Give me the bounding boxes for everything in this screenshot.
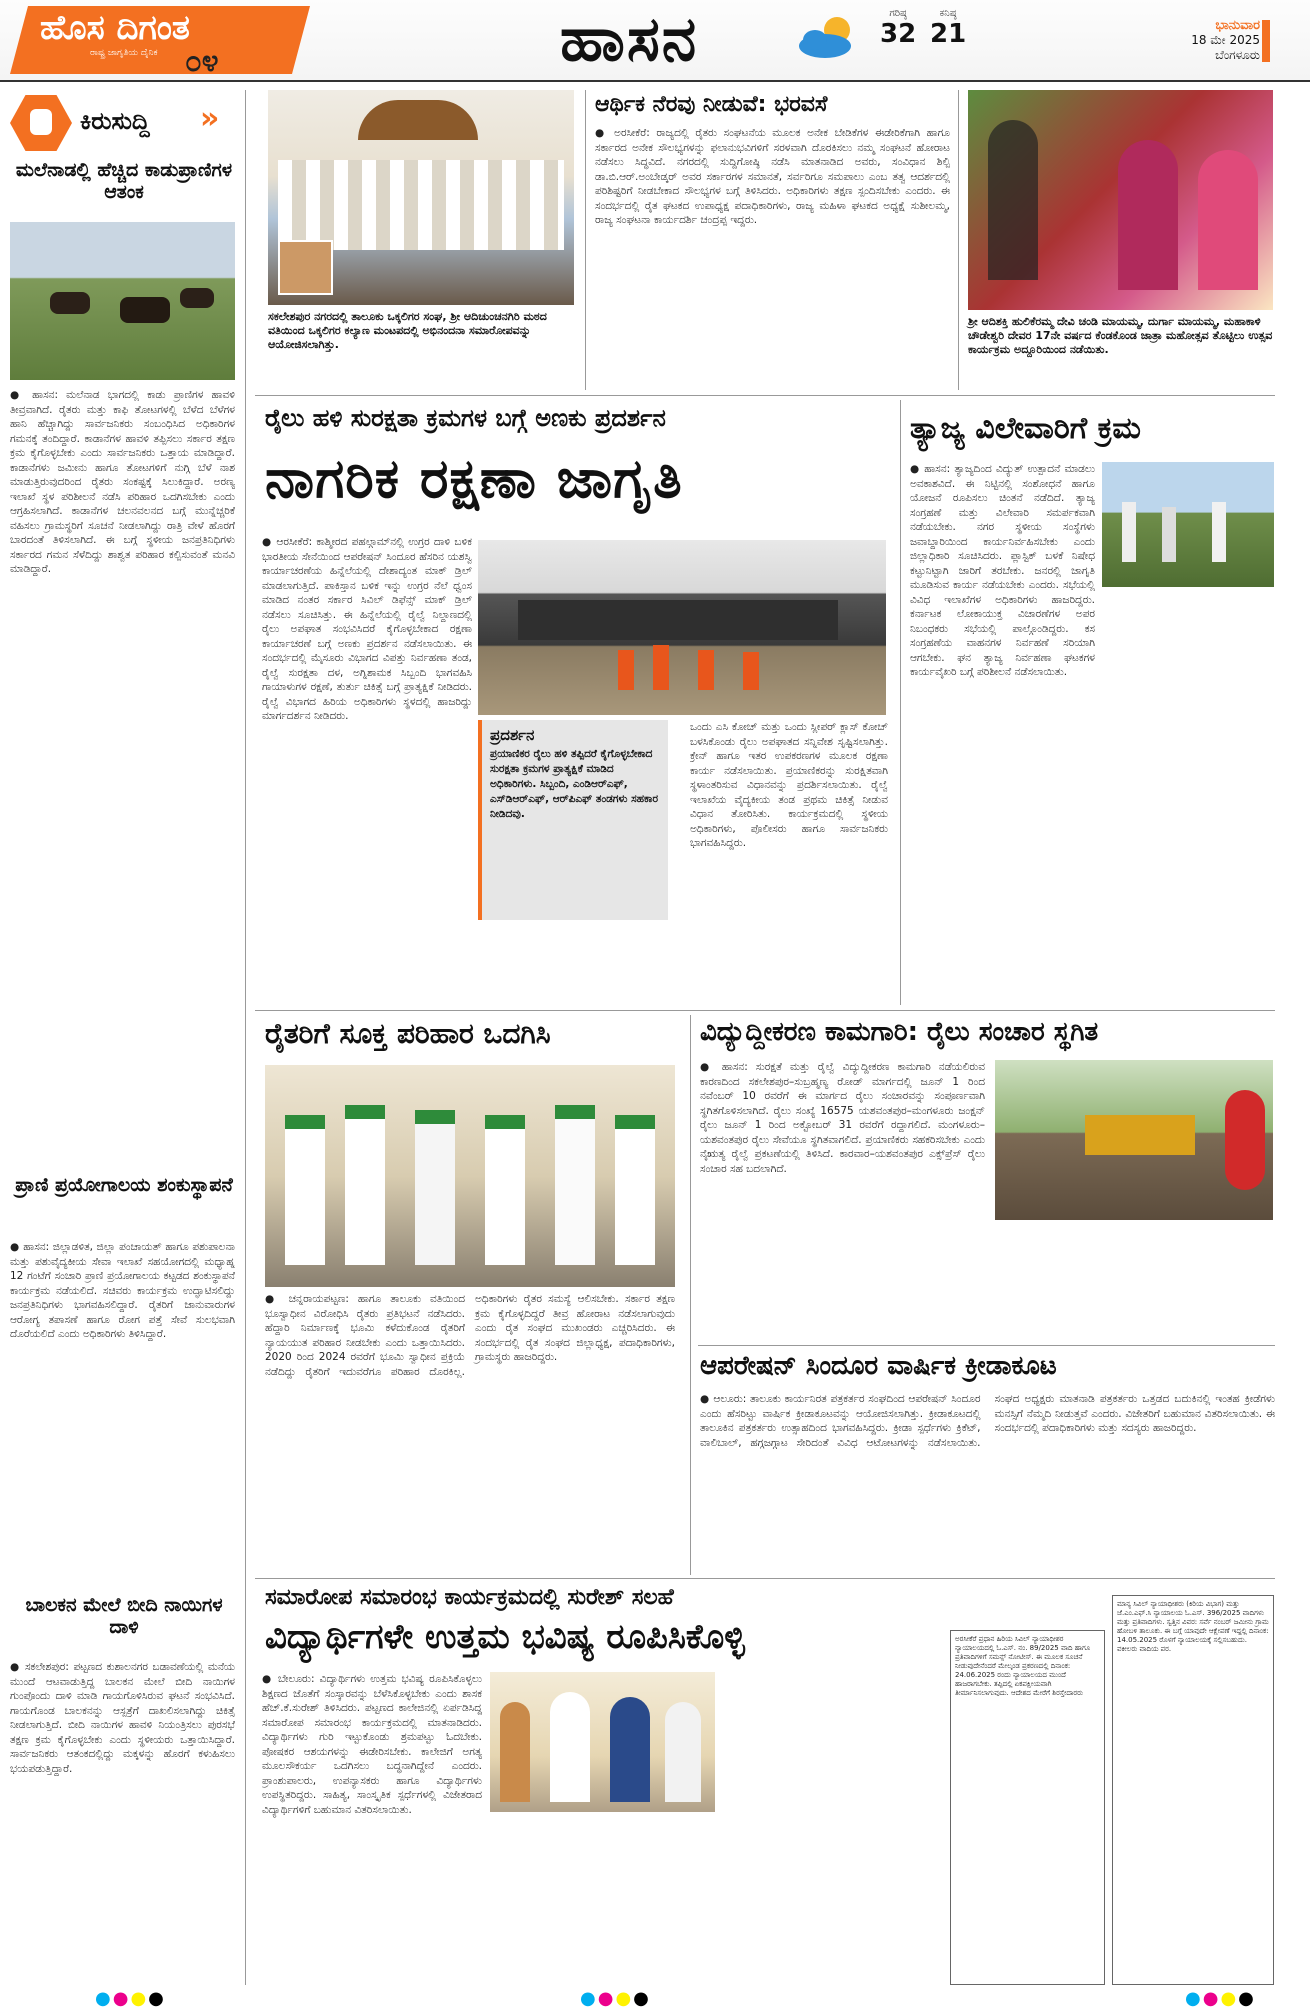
section-divider xyxy=(698,1345,1275,1346)
registration-marks: ●●●● xyxy=(580,1988,651,2008)
waste-photo xyxy=(1102,462,1274,587)
brief-3-headline: ಬಾಲಕನ ಮೇಲೆ ಬೀದಿ ನಾಯಿಗಳ ದಾಳಿ xyxy=(25,1594,223,1638)
electrification-headline: ವಿದ್ಯುದ್ದೀಕರಣ ಕಾಮಗಾರಿ: ರೈಲು ಸಂಚಾರ ಸ್ಥಗಿತ xyxy=(700,1017,1099,1047)
bison-photo xyxy=(10,222,235,380)
felicitation-photo xyxy=(268,90,574,305)
sindoor-headline: ಆಪರೇಷನ್ ಸಿಂದೂರ ವಾರ್ಷಿಕ ಕ್ರೀಡಾಕೂಟ xyxy=(700,1351,1057,1381)
aid-headline: ಆರ್ಥಿಕ ನೆರವು ನೀಡುವೆ: ಭರವಸೆ xyxy=(595,92,828,117)
waste-headline: ತ್ಯಾಜ್ಯ ವಿಲೇವಾರಿಗೆ ಕ್ರಮ xyxy=(910,411,1141,446)
column-divider xyxy=(958,90,959,390)
demo-box xyxy=(478,720,668,920)
registration-marks: ●●●● xyxy=(95,1988,166,2008)
weekday: ಭಾನುವಾರ xyxy=(1215,18,1260,33)
max-temp-block xyxy=(880,8,916,49)
lead-body-2: ಒಂದು ಎಸಿ ಕೋಚ್ ಮತ್ತು ಒಂದು ಸ್ಲೀಪರ್ ಕ್ಲಾಸ್ ಕೋಚ್ ಬಳಸಿಕೊಂಡು ರೈಲು ಅಪಘಾತದ ಸನ್ನಿವೇಶ ಸೃಷ್ಟಿಸಲಾಗಿತ್ತು. ಕ್ರೇನ್ ಹಾಗೂ ಇತರ ಉಪಕರಣಗಳ ಮೂಲಕ ರಕ್ಷಣಾ ಕಾರ್ಯ ನಡೆಸಲಾಯಿತು. ಪ್ರಯಾಣಿಕರನ್ನು ಸುರಕ್ಷಿತವಾಗಿ ಸ್ಥಳಾಂತರಿಸುವ ವಿಧಾನವನ್ನು ಪ್ರದರ್ಶಿಸಲಾಯಿತು. ರೈಲ್ವೆ ಇಲಾಖೆಯ ವೈದ್ಯಕೀಯ ತಂಡ ಪ್ರಥಮ ಚಿಕಿತ್ಸೆ ನೀಡುವ ವಿಧಾನ ತೋರಿಸಿತು. ಕಾರ್ಯಕ್ರಮದಲ್ಲಿ ಸ್ಥಳೀಯ ಅಧಿಕಾರಿಗಳು, ಪೊಲೀಸರು ಹಾಗೂ ಸಾರ್ವಜನಿಕರು ಭಾಗವಹಿಸಿದ್ದರು. xyxy=(690,721,888,849)
court-notice-1: ಅರಸೀಕೆರೆ ಪ್ರಧಾನ ಹಿರಿಯ ಸಿವಿಲ್ ನ್ಯಾಯಾಧೀಶರ ನ್ಯಾಯಾಲಯದಲ್ಲಿ ಓ.ಎಸ್. ನಂ. 89/2025 ವಾದಿ ಹಾಗೂ ಪ್ರತಿವಾದಿಗಳಿಗೆ ಸಮನ್ಸ್ ನೋಟೀಸ್. ಈ ಮೂಲಕ ಸೂಚನೆ ನೀಡುವುದೇನೆಂದರೆ ಮೇಲ್ಕಂಡ ಪ್ರಕರಣದಲ್ಲಿ ದಿನಾಂಕ: 24.06.2025 ರಂದು ನ್ಯಾಯಾಲಯದ ಮುಂದೆ ಹಾಜರಾಗಬೇಕು. ತಪ್ಪಿದಲ್ಲಿ ಏಕಪಕ್ಷೀಯವಾಗಿ ತೀರ್ಮಾನಿಸಲಾಗುವುದು. ಆದೇಶದ ಮೇರೆಗೆ ಶಿರಸ್ತೇದಾರರು xyxy=(950,1630,1105,1985)
students-body-cont-2 xyxy=(720,1672,935,1987)
issue-date: 18 ಮೇ 2025 xyxy=(1191,33,1260,47)
waste-body-cont xyxy=(1102,592,1274,1002)
column-divider xyxy=(690,1015,691,1575)
column-divider xyxy=(900,400,901,1005)
farmers-headline: ರೈತರಿಗೆ ಸೂಕ್ತ ಪರಿಹಾರ ಒದಗಿಸಿ xyxy=(265,1017,551,1050)
electrification-body: ● ಹಾಸನ: ಸುರಕ್ಷತೆ ಮತ್ತು ರೈಲ್ವೆ ವಿದ್ಯುದ್ದೀಕರಣ ಕಾಮಗಾರಿ ನಡೆಯಲಿರುವ ಕಾರಣದಿಂದ ಸಕಲೇಶಪುರ–ಸುಬ್ರಹ್ಮಣ್ಯ ರೋಡ್ ಮಾರ್ಗದಲ್ಲಿ ಜೂನ್ 1 ರಿಂದ ನವೆಂಬರ್ 10 ರವರೆಗೆ ಈ ಮಾರ್ಗದ ರೈಲು ಸಂಚಾರವನ್ನು ಸಂಪೂರ್ಣವಾಗಿ ಸ್ಥಗಿತಗೊಳಿಸಲಾಗಿದೆ. ರೈಲು ಸಂಖ್ಯೆ 16575 ಯಶವಂತಪುರ–ಮಂಗಳೂರು ಜಂಕ್ಷನ್ ರೈಲು ಜೂನ್ 1 ರಿಂದ ಅಕ್ಟೋಬರ್ 31 ರವರೆಗೆ ರದ್ದಾಗಲಿದೆ. ಮಂಗಳೂರು–ಯಶವಂತಪುರ ರೈಲು ಸೇವೆಯೂ ಸ್ಥಗಿತವಾಗಲಿದೆ. ಪ್ರಯಾಣಿಕರು ಸಹಕರಿಸಬೇಕು ಎಂದು ನೈಋತ್ಯ ರೈಲ್ವೆ ಪ್ರಕಟಣೆಯಲ್ಲಿ ತಿಳಿಸಿದೆ. ಕಾರವಾರ–ಯಶವಂತಪುರ ಎಕ್ಸ್‌ಪ್ರೆಸ್ ರೈಲು ಸಂಚಾರ ಸಹ ಬದಲಾಗಿದೆ. xyxy=(700,1061,985,1175)
farmers-protest-photo xyxy=(265,1065,675,1287)
photo-caption-1: ಸಕಲೇಶಪುರ ನಗರದಲ್ಲಿ ತಾಲೂಕು ಒಕ್ಕಲಿಗರ ಸಂಘ, ಶ್ರೀ ಆದಿಚುಂಚನಗಿರಿ ಮಠದ ವತಿಯಿಂದ ಒಕ್ಕಲಿಗರ ಕಲ್ಯಾಣ ಮಂಟಪದಲ್ಲಿ ಅಭಿನಂದನಾ ಸಮಾರೋಪವನ್ನು ಆಯೋಜಿಸಲಾಗಿತ್ತು. xyxy=(268,310,547,351)
edition-city: ಹಾಸನ xyxy=(560,2,699,75)
students-kicker: ಸಮಾರೋಪ ಸಮಾರಂಭ ಕಾರ್ಯಕ್ರಮದಲ್ಲಿ ಸುರೇಶ್ ಸಲಹೆ xyxy=(265,1585,674,1610)
page-number: ೦೪ xyxy=(185,44,219,79)
electrification-body-cont xyxy=(995,1225,1273,1340)
photo-caption-3: ಶ್ರೀ ಆದಿಶಕ್ತಿ ಹುಲಿಕೆರಮ್ಮ ದೇವಿ ಚಂಡಿ ಮಾಯಮ್ಮ, ದುರ್ಗಾ ಮಾಯಮ್ಮ, ಮಹಾಕಾಳಿ ಚೌಡೇಶ್ವರಿ ದೇವರ 17ನೇ ವರ್ಷದ ಕೆಂಡಕೊಂಡ ಜಾತ್ರಾ ಮಹೋತ್ಸವ ತೊಟ್ಟಿಲು ಉತ್ಸವ ಕಾರ್ಯಕ್ರಮ ಅದ್ದೂರಿಯಿಂದ ನಡೆಯಿತು. xyxy=(968,315,1273,356)
court-notice-2: ಮಾನ್ಯ ಸಿವಿಲ್ ನ್ಯಾಯಾಧೀಶರು (ಕಿರಿಯ ವಿಭಾಗ) ಮತ್ತು ಜೆ.ಎಂ.ಎಫ್.ಸಿ ನ್ಯಾಯಾಲಯ ಓ.ಎಸ್. 396/2025 ವಾದಿಗಳು ಮತ್ತು ಪ್ರತಿವಾದಿಗಳು. ಸ್ವತ್ತಿನ ವಿವರ: ಸರ್ವೆ ನಂಬರ್ ಜಮೀನು ಗ್ರಾಮ ಹೋಬಳಿ ತಾಲೂಕು. ಈ ಬಗ್ಗೆ ಯಾವುದೇ ಆಕ್ಷೇಪಣೆ ಇದ್ದಲ್ಲಿ ದಿನಾಂಕ: 14.05.2025 ರೊಳಗೆ ನ್ಯಾಯಾಲಯಕ್ಕೆ ಸಲ್ಲಿಸಬಹುದು. ವಕೀಲರು ವಾದಿಯ ಪರ. xyxy=(1112,1595,1274,1985)
hand-icon xyxy=(10,95,72,151)
date-block xyxy=(1140,18,1260,63)
registration-marks: ●●●● xyxy=(1185,1988,1256,2008)
lead-body-1: ● ಆರಸೀಕೆರೆ: ಕಾಶ್ಮೀರದ ಪಹಲ್ಗಾಮ್‌ನಲ್ಲಿ ಉಗ್ರರ ದಾಳಿ ಬಳಿಕ ಭಾರತೀಯ ಸೇನೆಯಿಂದ ಆಪರೇಷನ್ ಸಿಂದೂರ ಹೆಸರಿನ ಯಶಸ್ವಿ ಕಾರ್ಯಾಚರಣೆಯ ಹಿನ್ನೆಲೆಯಲ್ಲಿ ದೇಶಾದ್ಯಂತ ಮಾಕ್ ಡ್ರಿಲ್ ಮಾಡಲಾಗುತ್ತಿದೆ. ಪಾಕಿಸ್ತಾನ ಬಳಿಕ ಇನ್ನು ಉಗ್ರರ ನೆಲೆ ಧ್ವಂಸ ಮಾಡಿದ ನಂತರ ಸರ್ಕಾರ ಸಿವಿಲ್ ಡಿಫೆನ್ಸ್ ಮಾಕ್ ಡ್ರಿಲ್ ನಡೆಸಲು ಸೂಚಿಸಿತ್ತು. ಈ ಹಿನ್ನೆಲೆಯಲ್ಲಿ ರೈಲ್ವೆ ನಿಲ್ದಾಣದಲ್ಲಿ ರೈಲು ಅಪಘಾತ ಸಂಭವಿಸಿದರೆ ಕೈಗೊಳ್ಳಬೇಕಾದ ರಕ್ಷಣಾ ಕಾರ್ಯಾಚರಣೆ ಬಗ್ಗೆ ಅಣಕು ಪ್ರದರ್ಶನ ನಡೆಸಲಾಯಿತು. ಈ ಸಂದರ್ಭದಲ್ಲಿ ಮೈಸೂರು ವಿಭಾಗದ ವಿಪತ್ತು ನಿರ್ವಹಣಾ ತಂಡ, ರೈಲ್ವೆ ಸುರಕ್ಷತಾ ದಳ, ಅಗ್ನಿಶಾಮಕ ಸಿಬ್ಬಂದಿ ಭಾಗವಹಿಸಿ ಗಾಯಾಳುಗಳ ರಕ್ಷಣೆ, ತುರ್ತು ಚಿಕಿತ್ಸೆ ಬಗ್ಗೆ ಪ್ರಾತ್ಯಕ್ಷಿಕೆ ನೀಡಿದರು. ರೈಲ್ವೆ ವಿಭಾಗದ ಹಿರಿಯ ಅಧಿಕಾರಿಗಳು ಸ್ಥಳದಲ್ಲಿ ಹಾಜರಿದ್ದು ಮಾರ್ಗದರ್ಶನ ನೀಡಿದರು. xyxy=(262,536,472,722)
kirusuddi-label: ಕಿರುಸುದ್ದಿ xyxy=(80,107,150,135)
brief-1-body: ● ಹಾಸನ: ಮಲೆನಾಡ ಭಾಗದಲ್ಲಿ ಕಾಡು ಪ್ರಾಣಿಗಳ ಹಾವಳಿ ತೀವ್ರವಾಗಿದೆ. ರೈತರು ಮತ್ತು ಕಾಫಿ ತೋಟಗಳಲ್ಲಿ ಬೆಳೆದ ಬೆಳೆಗಳ ಹಾನಿ ಹೆಚ್ಚಾಗಿದ್ದು ಸಾರ್ವಜನಿಕರು ಸಂಬಂಧಿಸಿದ ಅಧಿಕಾರಿಗಳ ಗಮನಕ್ಕೆ ತಂದಿದ್ದಾರೆ. ಕಾಡಾನೆಗಳ ಹಾವಳಿ ತಪ್ಪಿಸಲು ಸರ್ಕಾರ ತಕ್ಷಣ ಕ್ರಮ ಕೈಗೊಳ್ಳಬೇಕು ಎಂದು ಸಾರ್ವಜನಿಕರು ಒತ್ತಾಯ ಮಾಡಿದ್ದಾರೆ. ಕಾಡಾನೆಗಳು ಜಮೀನು ಹಾಗೂ ತೋಟಗಳಿಗೆ ನುಗ್ಗಿ ಬೆಳೆ ನಾಶ ಮಾಡುತ್ತಿರುವುದರಿಂದ ರೈತರು ಸಂಕಷ್ಟಕ್ಕೆ ಸಿಲುಕಿದ್ದಾರೆ. ಅರಣ್ಯ ಇಲಾಖೆ ಸ್ಥಳ ಪರಿಶೀಲನೆ ನಡೆಸಿ ಪರಿಹಾರ ಒದಗಿಸಬೇಕು ಎಂದು ಆಗ್ರಹಿಸಲಾಗಿದೆ. ಕಾಡಾನೆಗಳ ಚಲನವಲನದ ಬಗ್ಗೆ ಮುನ್ನೆಚ್ಚರಿಕೆ ವಹಿಸಲು ಗ್ರಾಮಸ್ಥರಿಗೆ ಸೂಚನೆ ನೀಡಲಾಗಿದ್ದು ರಾತ್ರಿ ವೇಳೆ ಹೊರಗೆ ಬಾರದಂತೆ ತಿಳಿಸಲಾಗಿದೆ. ಈ ಬಗ್ಗೆ ಸ್ಥಳೀಯ ಜನಪ್ರತಿನಿಧಿಗಳು ಸರ್ಕಾರದ ಗಮನ ಸೆಳೆದಿದ್ದು ಶಾಶ್ವತ ಪರಿಹಾರ ಕಲ್ಪಿಸುವಂತೆ ಮನವಿ ಮಾಡಿದ್ದಾರೆ. xyxy=(10,389,235,575)
min-temp: 21 xyxy=(930,19,967,49)
section-divider xyxy=(255,1010,1275,1011)
lead-kicker: ರೈಲು ಹಳಿ ಸುರಕ್ಷತಾ ಕ್ರಮಗಳ ಬಗ್ಗೆ ಅಣಕು ಪ್ರದರ್ಶನ xyxy=(265,404,666,432)
section-divider xyxy=(255,1578,1275,1579)
publication-place: ಬೆಂಗಳೂರು xyxy=(1215,48,1260,62)
students-headline: ವಿದ್ಯಾರ್ಥಿಗಳೇ ಉತ್ತಮ ಭವಿಷ್ಯ ರೂಪಿಸಿಕೊಳ್ಳಿ xyxy=(265,1617,745,1657)
waste-body: ● ಹಾಸನ: ತ್ಯಾಜ್ಯದಿಂದ ವಿದ್ಯುತ್ ಉತ್ಪಾದನೆ ಮಾಡಲು ಅವಕಾಶವಿದೆ. ಈ ನಿಟ್ಟಿನಲ್ಲಿ ಸಂಶೋಧನೆ ಹಾಗೂ ಯೋಜನೆ ರೂಪಿಸಲು ಚಿಂತನೆ ನಡೆದಿದೆ. ತ್ಯಾಜ್ಯ ಸಂಗ್ರಹಣೆ ಮತ್ತು ವಿಲೇವಾರಿ ಸಮರ್ಪಕವಾಗಿ ನಡೆಯಬೇಕು. ನಗರ ಸ್ಥಳೀಯ ಸಂಸ್ಥೆಗಳು ಜವಾಬ್ದಾರಿಯಿಂದ ಕಾರ್ಯನಿರ್ವಹಿಸಬೇಕು ಎಂದು ಜಿಲ್ಲಾಧಿಕಾರಿ ಸೂಚಿಸಿದರು. ಪ್ಲಾಸ್ಟಿಕ್ ಬಳಕೆ ನಿಷೇಧ ಕಟ್ಟುನಿಟ್ಟಾಗಿ ಜಾರಿಗೆ ತರಬೇಕು. ಜನರಲ್ಲಿ ಜಾಗೃತಿ ಮೂಡಿಸುವ ಕಾರ್ಯ ನಡೆಯಬೇಕು ಎಂದರು. ಸಭೆಯಲ್ಲಿ ವಿವಿಧ ಇಲಾಖೆಗಳ ಅಧಿಕಾರಿಗಳು ಹಾಜರಿದ್ದರು. ಕರ್ನಾಟಕ ಲೋಕಾಯುಕ್ತ ವಿಚಾರಣೆಗಳ ಅಪರ ನಿಬಂಧಕರು ಸಭೆಯಲ್ಲಿ ಪಾಲ್ಗೊಂಡಿದ್ದರು. ಕಸ ಸಂಗ್ರಹಣೆಯ ವಾಹನಗಳ ನಿರ್ವಹಣೆ ಸರಿಯಾಗಿ ಆಗಬೇಕು. ಘನ ತ್ಯಾಜ್ಯ ನಿರ್ವಹಣಾ ಘಟಕಗಳ ಕಾರ್ಯವೈಖರಿ ಬಗ್ಗೆ ಪರಿಶೀಲನೆ ನಡೆಸಲಾಯಿತು. xyxy=(910,463,1095,678)
students-event-photo xyxy=(490,1672,715,1812)
brief-1-headline: ಮಲೆನಾಡಲ್ಲಿ ಹೆಚ್ಚಿದ ಕಾಡುಪ್ರಾಣಿಗಳ ಆತಂಕ xyxy=(15,159,233,203)
brief-2-body: ● ಹಾಸನ: ಜಿಲ್ಲಾಡಳಿತ, ಜಿಲ್ಲಾ ಪಂಚಾಯತ್ ಹಾಗೂ ಪಶುಪಾಲನಾ ಮತ್ತು ಪಶುವೈದ್ಯಕೀಯ ಸೇವಾ ಇಲಾಖೆ ಸಹಯೋಗದಲ್ಲಿ ಮಧ್ಯಾಹ್ನ 12 ಗಂಟೆಗೆ ಸಂಚಾರಿ ಪ್ರಾಣಿ ಪ್ರಯೋಗಾಲಯ ಕಟ್ಟಡದ ಶಂಕುಸ್ಥಾಪನೆ ಕಾರ್ಯಕ್ರಮ ನಡೆಯಲಿದೆ. ಸಚಿವರು ಕಾರ್ಯಕ್ರಮ ಉದ್ಘಾಟಿಸಲಿದ್ದು ಜನಪ್ರತಿನಿಧಿಗಳು ಭಾಗವಹಿಸಲಿದ್ದಾರೆ. ರೈತರಿಗೆ ಜಾನುವಾರುಗಳ ಆರೋಗ್ಯ ತಪಾಸಣೆ ಹಾಗೂ ರೋಗ ಪತ್ತೆ ಸೇವೆ ಸುಲಭವಾಗಿ ದೊರೆಯಲಿದೆ ಎಂದು ಅಧಿಕಾರಿಗಳು ತಿಳಿಸಿದ್ದಾರೆ. xyxy=(10,1241,235,1340)
festival-photo xyxy=(968,90,1273,310)
max-temp: 32 xyxy=(880,19,917,49)
students-body-cont xyxy=(490,1818,715,1988)
demo-box-body: ಪ್ರಯಾಣಿಕರ ರೈಲು ಹಳಿ ತಪ್ಪಿದರೆ ಕೈಗೊಳ್ಳಬೇಕಾದ ಸುರಕ್ಷತಾ ಕ್ರಮಗಳ ಪ್ರಾತ್ಯಕ್ಷಿಕೆ ಮಾಡಿದ ಅಧಿಕಾರಿಗಳು. ಸಿಬ್ಬಂದಿ, ಎಂಡಿಆರ್‌ಎಫ್, ಎಸ್‌ಡಿಆರ್‌ಎಫ್, ಆರ್‌ಪಿಎಫ್ ತಂಡಗಳು ಸಹಕಾರ ನೀಡಿದವು. xyxy=(490,748,659,820)
lead-headline: ನಾಗರಿಕ ರಕ್ಷಣಾ ಜಾಗೃತಿ xyxy=(265,447,683,510)
demo-box-title: ಪ್ರದರ್ಶನ xyxy=(490,726,535,744)
aid-body: ● ಅರಸೀಕೆರೆ: ರಾಜ್ಯದಲ್ಲಿ ರೈತರು ಸಂಘಟನೆಯ ಮೂಲಕ ಅನೇಕ ಬೇಡಿಕೆಗಳ ಈಡೇರಿಕೆಗಾಗಿ ಹಾಗೂ ಸರ್ಕಾರದ ಅನೇಕ ಸೌಲಭ್ಯಗಳನ್ನು ಫಲಾನುಭವಿಗಳಿಗೆ ಸರಳವಾಗಿ ದೊರಕಿಸಲು ನಮ್ಮ ಸಂಘಟನೆ ಹೋರಾಟ ನಡೆಸಲು ಸಿದ್ಧವಿದೆ. ನಗರದಲ್ಲಿ ಸುದ್ದಿಗೋಷ್ಠಿ ನಡೆಸಿ ಮಾತನಾಡಿದ ಅವರು, ಸಂವಿಧಾನ ಶಿಲ್ಪಿ ಡಾ.ಬಿ.ಆರ್.ಅಂಬೇಡ್ಕರ್ ಅವರ ಸರ್ಕಾರಗಳ ಸಮಾನತೆ, ಸರ್ವರಿಗೂ ಸಮಪಾಲು ಎಂಬ ತತ್ವ ಆದರ್ಶದಲ್ಲಿ ಪರಿಶಿಷ್ಟರಿಗೆ ನೀಡಬೇಕಾದ ಸೌಲಭ್ಯಗಳ ಬಗ್ಗೆ ತಿಳಿಸಿದರು. ಅಧಿಕಾರಿಗಳು ತಕ್ಷಣ ಸ್ಪಂದಿಸಬೇಕು ಎಂದರು. ಈ ಸಂದರ್ಭದಲ್ಲಿ ರೈತ ಘಟಕದ ಉಪಾಧ್ಯಕ್ಷ ಪದಾಧಿಕಾರಿಗಳು, ರಾಜ್ಯ ಮಹಿಳಾ ಘಟಕದ ಅಧ್ಯಕ್ಷೆ ಸುಶೀಲಮ್ಮ, ರಾಜ್ಯ ಸಂಘಟನಾ ಕಾರ್ಯದರ್ಶಿ ಚಂದ್ರಪ್ಪ ಇದ್ದರು. xyxy=(595,127,950,226)
column-divider xyxy=(585,90,586,390)
logo-tagline: ರಾಷ್ಟ್ರ ಜಾಗೃತಿಯ ದೈನಿಕ xyxy=(90,48,158,58)
min-temp-label: ಕನಿಷ್ಠ xyxy=(939,8,957,19)
chevron-right-icon: » xyxy=(200,101,220,136)
railway-work-photo xyxy=(995,1060,1273,1220)
kirusuddi-banner xyxy=(10,95,230,153)
max-temp-label: ಗರಿಷ್ಠ xyxy=(889,8,907,19)
accent-bar xyxy=(1262,20,1270,62)
min-temp-block xyxy=(930,8,966,49)
farmers-body: ● ಚನ್ನರಾಯಪಟ್ಟಣ: ಹಾಗೂ ತಾಲೂಕು ವತಿಯಿಂದ ಭೂಸ್ವಾಧೀನ ವಿರೋಧಿಸಿ ರೈತರು ಪ್ರತಿಭಟನೆ ನಡೆಸಿದರು. ಹೆದ್ದಾರಿ ನಿರ್ಮಾಣಕ್ಕೆ ಭೂಮಿ ಕಳೆದುಕೊಂಡ ರೈತರಿಗೆ ನ್ಯಾಯಯುತ ಪರಿಹಾರ ನೀಡಬೇಕು ಎಂದು ಒತ್ತಾಯಿಸಿದರು. 2020 ರಿಂದ 2024 ರವರೆಗೆ ಭೂಮಿ ಸ್ವಾಧೀನ ಪ್ರಕ್ರಿಯೆ ನಡೆದಿದ್ದು ರೈತರಿಗೆ ಇದುವರೆಗೂ ಪರಿಹಾರ ದೊರಕಿಲ್ಲ. ಅಧಿಕಾರಿಗಳು ರೈತರ ಸಮಸ್ಯೆ ಆಲಿಸಬೇಕು. ಸರ್ಕಾರ ತಕ್ಷಣ ಕ್ರಮ ಕೈಗೊಳ್ಳದಿದ್ದರೆ ತೀವ್ರ ಹೋರಾಟ ನಡೆಸಲಾಗುವುದು ಎಂದು ರೈತ ಸಂಘದ ಮುಖಂಡರು ಎಚ್ಚರಿಸಿದರು. ಈ ಸಂದರ್ಭದಲ್ಲಿ ರೈತ ಸಂಘದ ಜಿಲ್ಲಾಧ್ಯಕ್ಷ, ಪದಾಧಿಕಾರಿಗಳು, ಗ್ರಾಮಸ್ಥರು ಹಾಜರಿದ್ದರು. xyxy=(265,1293,675,1378)
weather-icon xyxy=(795,12,865,62)
students-body: ● ಬೇಲೂರು: ವಿದ್ಯಾರ್ಥಿಗಳು ಉತ್ತಮ ಭವಿಷ್ಯ ರೂಪಿಸಿಕೊಳ್ಳಲು ಶಿಕ್ಷಣದ ಜೊತೆಗೆ ಸಂಸ್ಕಾರವನ್ನು ಬೆಳೆಸಿಕೊಳ್ಳಬೇಕು ಎಂದು ಶಾಸಕ ಹೆಚ್.ಕೆ.ಸುರೇಶ್ ತಿಳಿಸಿದರು. ಪಟ್ಟಣದ ಕಾಲೇಜಿನಲ್ಲಿ ಏರ್ಪಡಿಸಿದ್ದ ಸಮಾರೋಪ ಸಮಾರಂಭ ಕಾರ್ಯಕ್ರಮದಲ್ಲಿ ಮಾತನಾಡಿದರು. ವಿದ್ಯಾರ್ಥಿಗಳು ಗುರಿ ಇಟ್ಟುಕೊಂಡು ಶ್ರಮಪಟ್ಟು ಓದಬೇಕು. ಪೋಷಕರ ಆಶಯಗಳನ್ನು ಈಡೇರಿಸಬೇಕು. ಕಾಲೇಜಿಗೆ ಅಗತ್ಯ ಮೂಲಸೌಕರ್ಯ ಒದಗಿಸಲು ಬದ್ಧನಾಗಿದ್ದೇನೆ ಎಂದರು. ಪ್ರಾಂಶುಪಾಲರು, ಉಪನ್ಯಾಸಕರು ಹಾಗೂ ವಿದ್ಯಾರ್ಥಿಗಳು ಉಪಸ್ಥಿತರಿದ್ದರು. ಸಾಹಿತ್ಯ, ಸಾಂಸ್ಕೃತಿಕ ಸ್ಪರ್ಧೆಗಳಲ್ಲಿ ವಿಜೇತರಾದ ವಿದ್ಯಾರ್ಥಿಗಳಿಗೆ ಬಹುಮಾನ ವಿತರಿಸಲಾಯಿತು. xyxy=(262,1673,482,1816)
section-divider xyxy=(255,395,1275,396)
brief-3-body: ● ಸಕಲೇಶಪುರ: ಪಟ್ಟಣದ ಕುಶಾಲನಗರ ಬಡಾವಣೆಯಲ್ಲಿ ಮನೆಯ ಮುಂದೆ ಆಟವಾಡುತ್ತಿದ್ದ ಬಾಲಕನ ಮೇಲೆ ಬೀದಿ ನಾಯಿಗಳ ಗುಂಪೊಂದು ದಾಳಿ ಮಾಡಿ ಗಾಯಗೊಳಿಸಿರುವ ಘಟನೆ ಸಂಭವಿಸಿದೆ. ಗಾಯಗೊಂಡ ಬಾಲಕನನ್ನು ಆಸ್ಪತ್ರೆಗೆ ದಾಖಲಿಸಲಾಗಿದ್ದು ಚಿಕಿತ್ಸೆ ನೀಡಲಾಗುತ್ತಿದೆ. ಬೀದಿ ನಾಯಿಗಳ ಹಾವಳಿ ನಿಯಂತ್ರಿಸಲು ಪುರಸಭೆ ತಕ್ಷಣ ಕ್ರಮ ಕೈಗೊಳ್ಳಬೇಕು ಎಂದು ಸ್ಥಳೀಯರು ಒತ್ತಾಯಿಸಿದ್ದಾರೆ. ಸಾರ್ವಜನಿಕರು ಆತಂಕದಲ್ಲಿದ್ದು ಮಕ್ಕಳನ್ನು ಹೊರಗೆ ಕಳುಹಿಸಲು ಭಯಪಡುತ್ತಿದ್ದಾರೆ. xyxy=(10,1661,235,1775)
brief-2-headline: ಪ್ರಾಣಿ ಪ್ರಯೋಗಾಲಯ ಶಂಕುಸ್ಥಾಪನೆ xyxy=(15,1174,233,1196)
mock-drill-photo xyxy=(478,540,886,715)
column-divider xyxy=(245,90,246,1985)
sindoor-body: ● ಆಲೂರು: ತಾಲೂಕು ಕಾರ್ಯನಿರತ ಪತ್ರಕರ್ತರ ಸಂಘದಿಂದ ಆಪರೇಷನ್ ಸಿಂದೂರ ಎಂದು ಹೆಸರಿಟ್ಟು ವಾರ್ಷಿಕ ಕ್ರೀಡಾಕೂಟವನ್ನು ಆಯೋಜಿಸಲಾಗಿತ್ತು. ಕ್ರೀಡಾಕೂಟದಲ್ಲಿ ತಾಲೂಕಿನ ಪತ್ರಕರ್ತರು ಉತ್ಸಾಹದಿಂದ ಭಾಗವಹಿಸಿದ್ದರು. ಕ್ರೀಡಾ ಸ್ಪರ್ಧೆಗಳು ಕ್ರಿಕೆಟ್, ವಾಲಿಬಾಲ್, ಹಗ್ಗಜಗ್ಗಾಟ ಸೇರಿದಂತೆ ವಿವಿಧ ಆಟೋಟಗಳನ್ನು ನಡೆಸಲಾಯಿತು. ಸಂಘದ ಅಧ್ಯಕ್ಷರು ಮಾತನಾಡಿ ಪತ್ರಕರ್ತರು ಒತ್ತಡದ ಬದುಕಿನಲ್ಲಿ ಇಂತಹ ಕ್ರೀಡೆಗಳು ಮನಸ್ಸಿಗೆ ನೆಮ್ಮದಿ ನೀಡುತ್ತವೆ ಎಂದರು. ವಿಜೇತರಿಗೆ ಬಹುಮಾನ ವಿತರಿಸಲಾಯಿತು. ಈ ಸಂದರ್ಭದಲ್ಲಿ ಪದಾಧಿಕಾರಿಗಳು ಮತ್ತು ಸದಸ್ಯರು ಹಾಜರಿದ್ದರು. xyxy=(700,1393,1275,1449)
newspaper-logo: ಹೊಸ ದಿಗಂತ xyxy=(40,8,190,48)
